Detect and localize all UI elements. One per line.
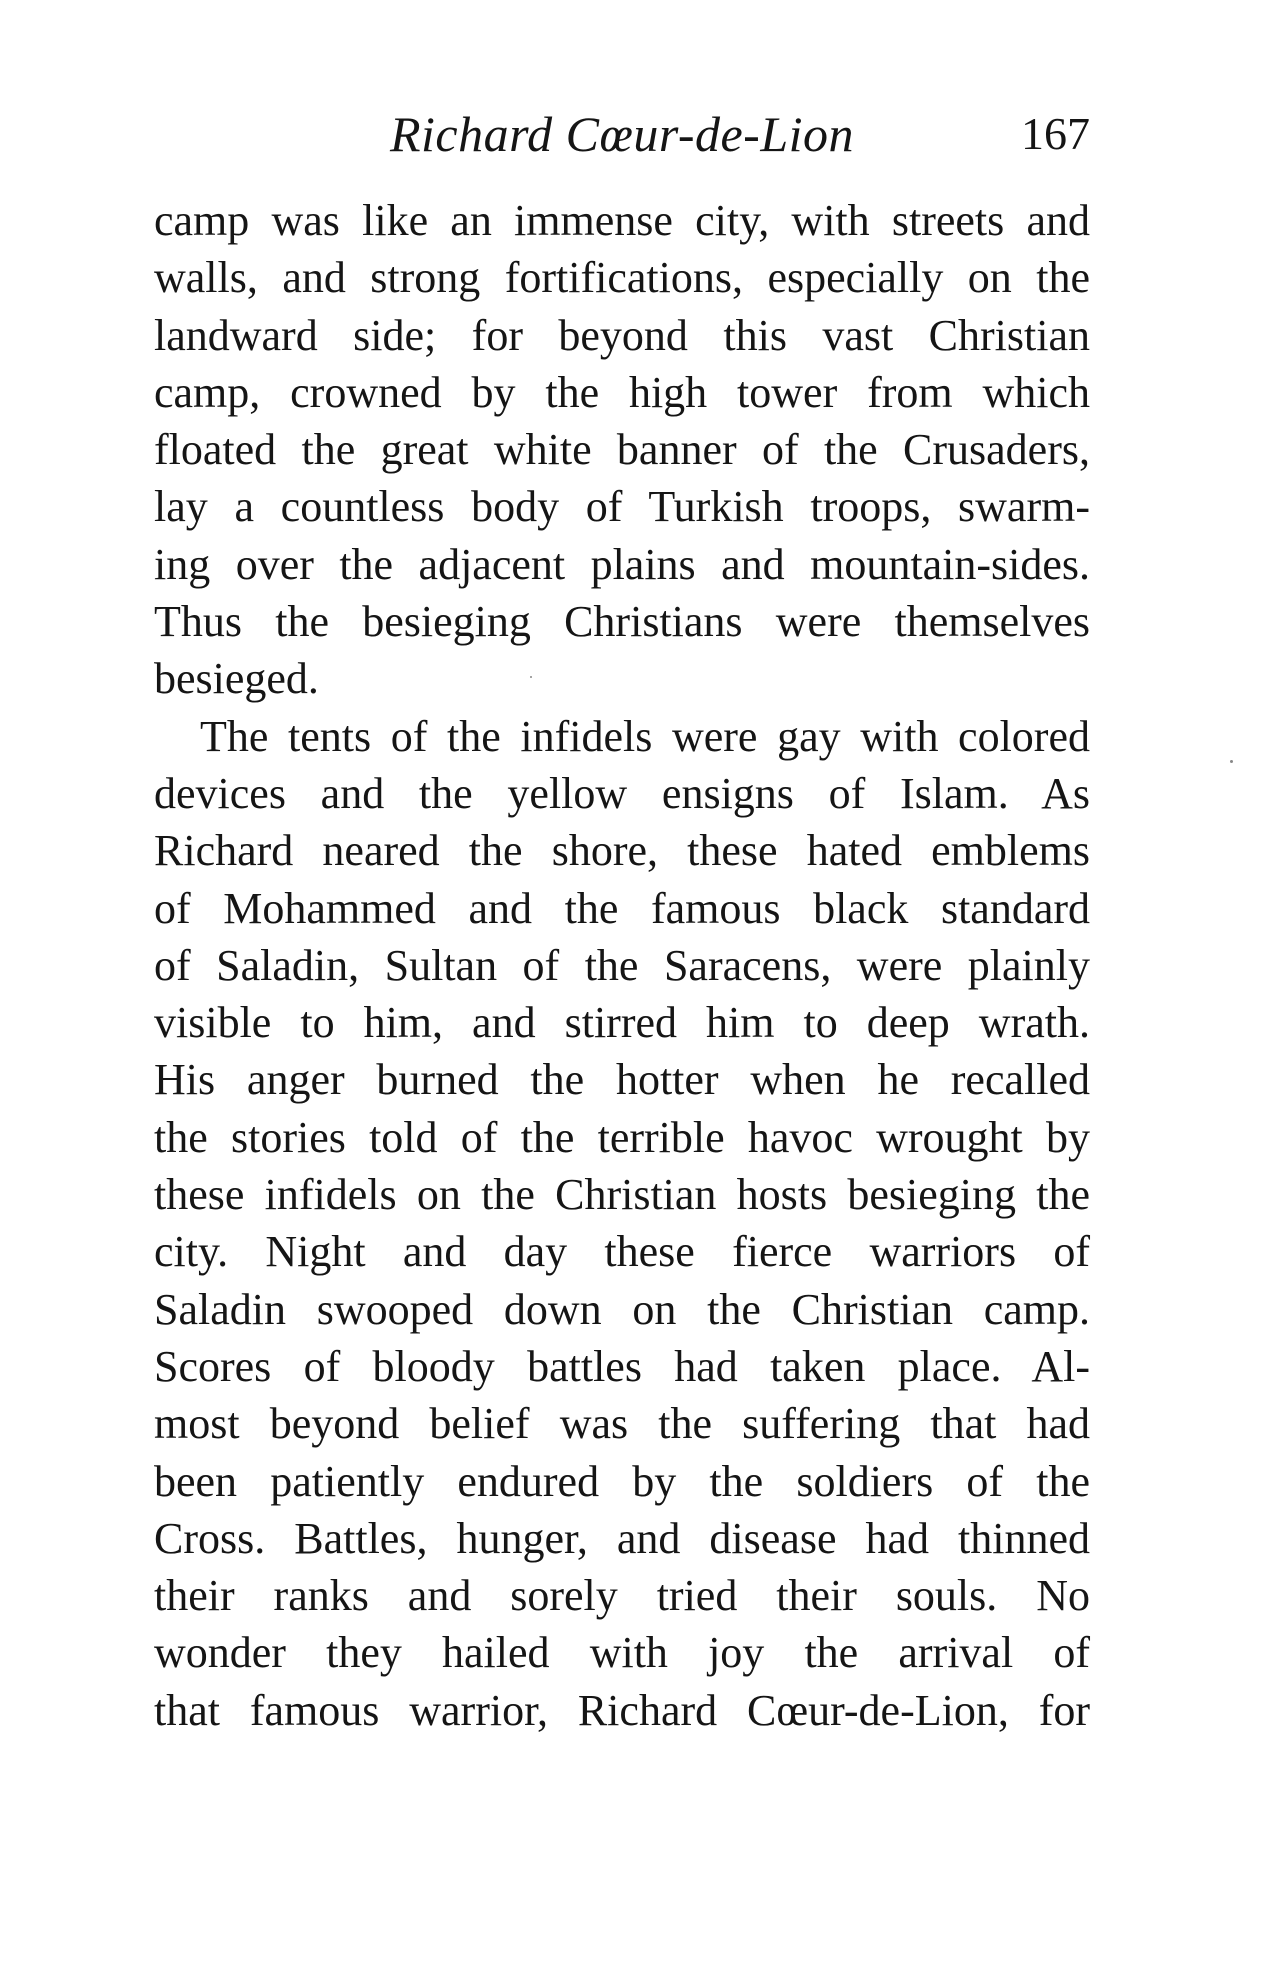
text-line: the stories told of the terrible havoc wrought by	[154, 1112, 1090, 1162]
text-line: these infidels on the Christian hosts besieging the	[154, 1170, 1090, 1220]
text-line: camp, crowned by the high tower from which	[154, 367, 1090, 417]
text-line: been patiently endured by the soldiers of the	[154, 1456, 1090, 1506]
text-line: devices and the yellow ensigns of Islam. As	[154, 768, 1090, 818]
page-number: 167	[1021, 108, 1090, 159]
running-title: Richard Cœur-de-Lion	[389, 106, 855, 162]
text-line: visible to him, and stirred him to deep wrath.	[154, 998, 1090, 1048]
text-line: that famous warrior, Richard Cœur-de-Lion, for	[154, 1685, 1090, 1735]
text-line: Richard neared the shore, these hated emblems	[154, 826, 1090, 876]
text-line: most beyond belief was the suffering that had	[154, 1399, 1090, 1449]
text-line: The tents of the infidels were gay with colored	[200, 711, 1090, 761]
paper-speck	[530, 676, 532, 678]
text-line: Cross. Battles, hunger, and disease had thinned	[154, 1513, 1090, 1563]
text-line: of Saladin, Sultan of the Saracens, were plainly	[154, 940, 1090, 990]
text-line: city. Night and day these fierce warriors of	[154, 1227, 1090, 1277]
text-line: lay a countless body of Turkish troops, swarm-	[154, 482, 1090, 532]
text-line: besieged.	[154, 654, 319, 704]
text-line: wonder they hailed with joy the arrival of	[154, 1628, 1090, 1678]
text-line: His anger burned the hotter when he recalled	[154, 1055, 1090, 1105]
body-text	[154, 192, 1090, 1739]
text-line: landward side; for beyond this vast Christian	[154, 310, 1090, 360]
text-line: ing over the adjacent plains and mountain-sides.	[154, 539, 1090, 589]
text-line: of Mohammed and the famous black standard	[154, 883, 1090, 933]
text-line: Scores of bloody battles had taken place. Al-	[154, 1341, 1090, 1391]
running-head	[154, 104, 1090, 164]
text-line: floated the great white banner of the Crusaders,	[154, 425, 1090, 475]
text-line: their ranks and sorely tried their souls. No	[154, 1571, 1090, 1621]
text-line: Saladin swooped down on the Christian camp.	[154, 1284, 1090, 1334]
paper-speck	[1230, 760, 1233, 763]
text-line: walls, and strong fortifications, especially on the	[154, 253, 1090, 303]
text-line: Thus the besieging Christians were themselves	[154, 597, 1090, 647]
text-line: camp was like an immense city, with streets and	[154, 196, 1090, 245]
